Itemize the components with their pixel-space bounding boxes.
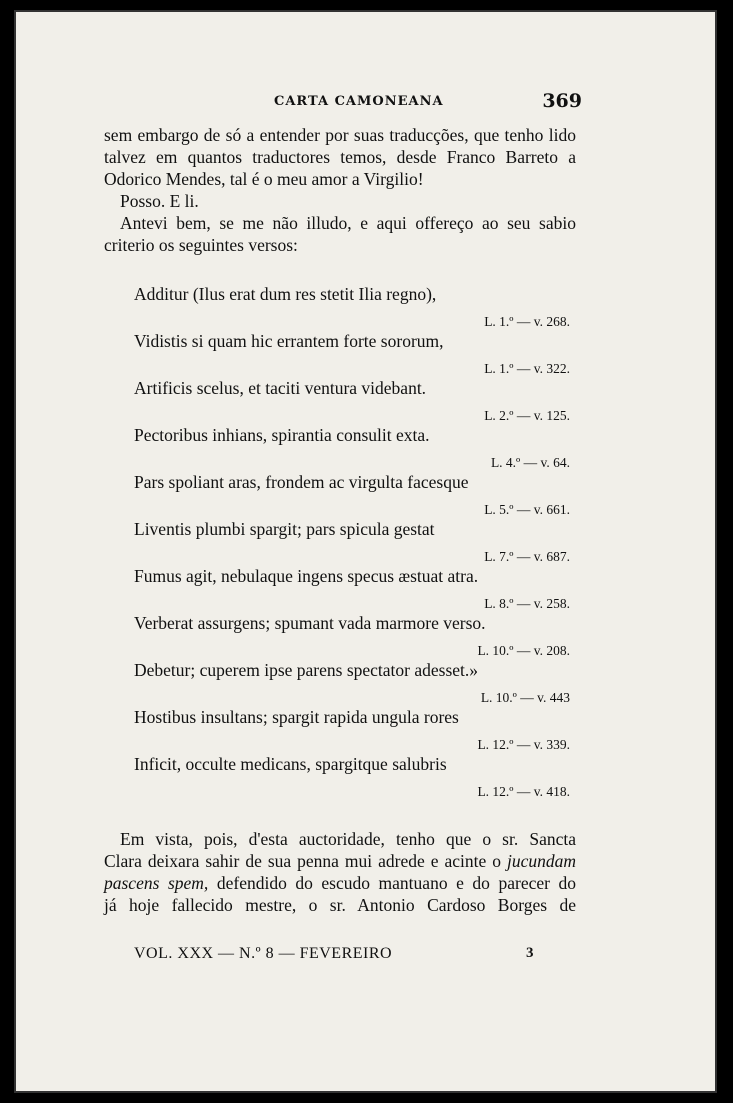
verse-reference: L. 5.º — v. 661.: [484, 502, 570, 517]
paragraph-line: Posso. E li.: [120, 191, 199, 211]
verse-line: Pars spoliant aras, frondem ac virgulta facesque: [134, 472, 469, 492]
verse-reference: L. 12.º — v. 339.: [477, 737, 570, 752]
verse-reference: L. 10.º — v. 208.: [477, 643, 570, 658]
paragraph-line: Antevi bem, se me não illudo, e aqui offereço ao seu sabio: [120, 213, 576, 233]
closing-line: [104, 850, 576, 872]
verse-line: Pectoribus inhians, spirantia consulit exta.: [134, 425, 430, 445]
closing-text: Clara deixara sahir de sua penna mui adrede e acinte o: [104, 851, 507, 871]
verse-reference: L. 7.º — v. 687.: [484, 549, 570, 564]
running-head: CARTA CAMONEANA: [274, 94, 444, 109]
latin-quote: jucundam: [506, 851, 576, 871]
verse-reference: L. 10.º — v. 443: [480, 690, 570, 705]
verse-line: Verberat assurgens; spumant vada marmore verso.: [134, 613, 486, 633]
verse-line: Fumus agit, nebulaque ingens specus æstuat atra.: [134, 566, 479, 586]
closing-line: Em vista, pois, d'esta auctoridade, tenho que o sr. Sancta: [120, 829, 576, 849]
page-footer: [16, 945, 715, 969]
volume-info: VOL. XXX — N.º 8 — FEVEREIRO: [134, 945, 393, 962]
paragraph-line: Odorico Mendes, tal é o meu amor a Virgilio!: [104, 169, 424, 189]
signature-mark: 3: [526, 945, 534, 961]
book-page: [14, 10, 717, 1093]
closing-line: já hoje fallecido mestre, o sr. Antonio Cardoso Borges de: [104, 895, 576, 915]
verse-line: Artificis scelus, et taciti ventura videbant.: [134, 378, 427, 398]
paragraph-line: sem embargo de só a entender por suas traducções, que tenho lido: [104, 125, 576, 145]
closing-line: [104, 872, 576, 894]
paragraph-line: talvez em quantos traductores temos, desde Franco Barreto a: [104, 147, 576, 167]
latin-quote: pascens spem,: [104, 873, 209, 893]
verse-line: Hostibus insultans; spargit rapida ungula rores: [134, 707, 459, 727]
page-number: 369: [542, 90, 582, 112]
verse-line: Inficit, occulte medicans, spargitque salubris: [134, 754, 447, 774]
verse-reference: L. 2.º — v. 125.: [484, 408, 570, 423]
verse-line: Additur (Ilus erat dum res stetit Ilia regno),: [134, 284, 437, 304]
verse-reference: L. 1.º — v. 268.: [484, 314, 570, 329]
paragraph-line: criterio os seguintes versos:: [104, 235, 298, 255]
verse-line: Debetur; cuperem ipse parens spectator adesset.»: [134, 660, 479, 680]
verse-reference: L. 1.º — v. 322.: [484, 361, 570, 376]
verse-line: Liventis plumbi spargit; pars spicula gestat: [134, 519, 435, 539]
verse-reference: L. 4.º — v. 64.: [490, 455, 570, 470]
verse-reference: L. 12.º — v. 418.: [477, 784, 570, 799]
verse-reference: L. 8.º — v. 258.: [484, 596, 570, 611]
page-header: [16, 90, 715, 116]
verse-line: Vidistis si quam hic errantem forte sororum,: [134, 331, 444, 351]
closing-text: defendido do escudo mantuano e do parecer do: [208, 873, 576, 893]
